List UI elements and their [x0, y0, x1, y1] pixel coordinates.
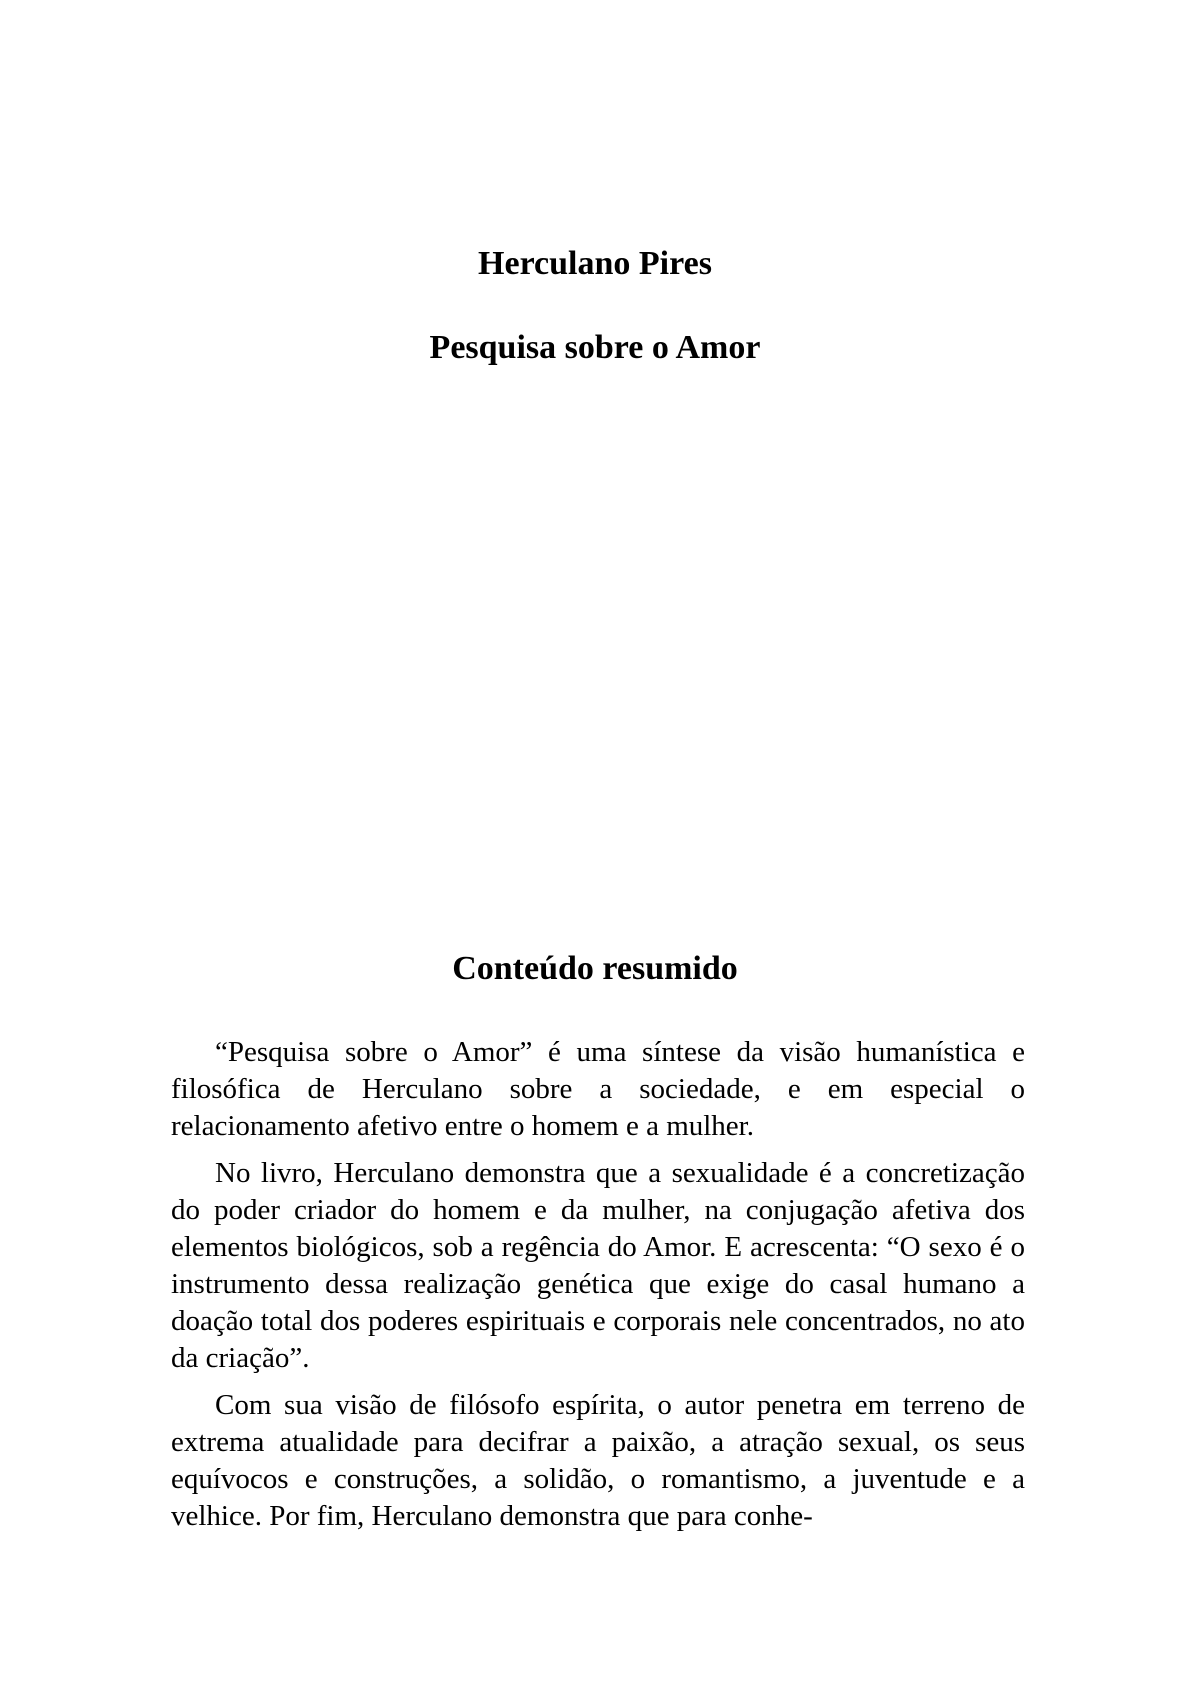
summary-heading: Conteúdo resumido — [452, 950, 738, 987]
author-name: Herculano Pires — [478, 245, 712, 282]
summary-paragraph-3: Com sua visão de filósofo espírita, o autor penetra em terreno de extrema atualidade para decifrar a paixão, a atração sexual, os seus equívocos e construções, a solidão, o romantismo, a juventude e a velhice. Por fim, Herculano demonstra que para conhe- — [171, 1389, 1025, 1532]
summary-paragraph-1: “Pesquisa sobre o Amor” é uma síntese da visão humanística e filosófica de Herculano sobre a sociedade, e em especial o relacionamento afetivo entre o homem e a mulher. — [171, 1036, 1025, 1142]
book-title: Pesquisa sobre o Amor — [429, 329, 761, 366]
summary-body — [171, 1034, 1025, 1545]
summary-paragraph-2: No livro, Herculano demonstra que a sexualidade é a concretização do poder criador do homem e da mulher, na conjugação afetiva dos elementos biológicos, sob a regência do Amor. E acrescenta: “O sexo é o instrumento dessa realização genética que exige do casal humano a doação total dos poderes espirituais e corporais nele concentrados, no ato da criação”. — [171, 1157, 1025, 1374]
